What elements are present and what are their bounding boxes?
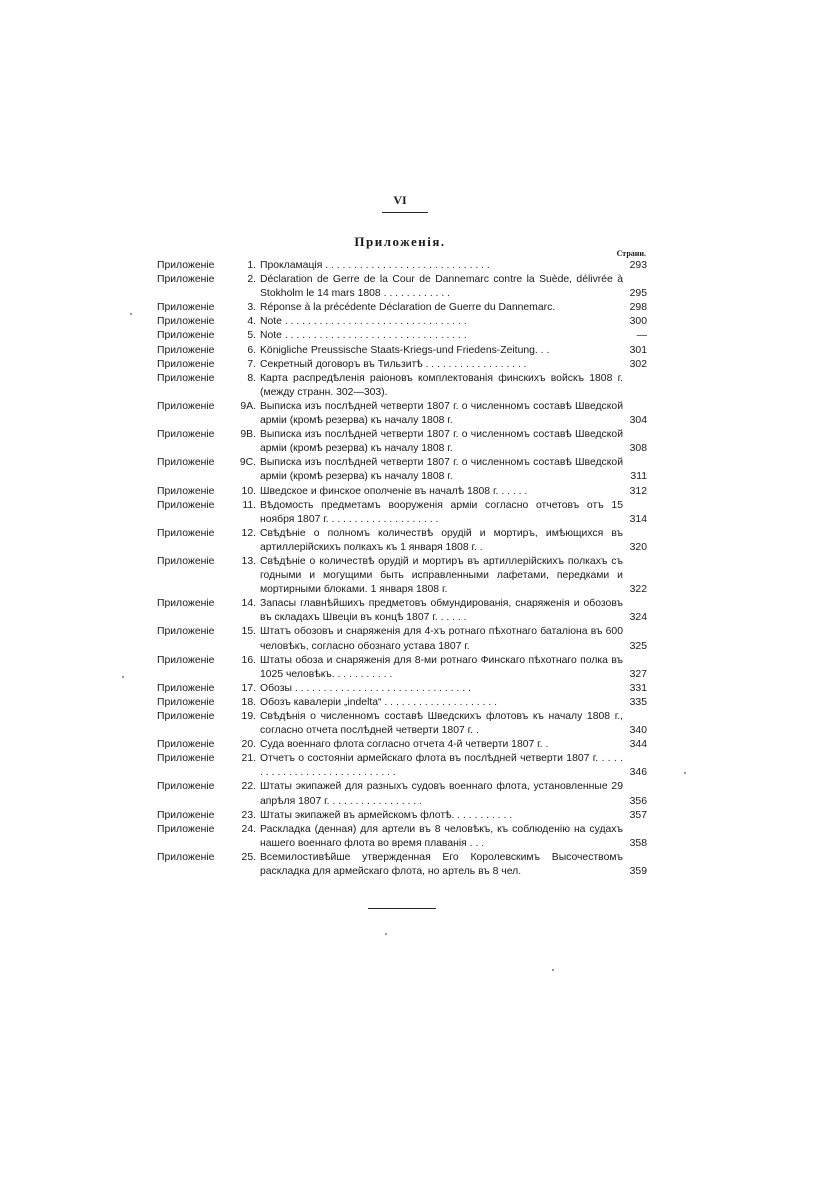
entry-page: 311 bbox=[630, 471, 647, 483]
page-number: VI bbox=[393, 193, 407, 207]
entry-label: Приложеніе bbox=[157, 274, 215, 286]
entry-label: Приложеніе bbox=[157, 429, 215, 441]
entry-number: 19. bbox=[241, 711, 256, 722]
entry-page: 308 bbox=[629, 443, 647, 455]
entry-label: Приложеніе bbox=[157, 316, 215, 328]
toc-entry bbox=[157, 499, 647, 527]
toc-entry bbox=[157, 738, 647, 752]
entry-label: Приложеніе bbox=[157, 344, 215, 356]
toc-entry bbox=[157, 752, 647, 780]
entry-page: 344 bbox=[629, 739, 647, 751]
entry-label: Приложеніе bbox=[157, 499, 215, 511]
paper-speck bbox=[385, 933, 387, 935]
toc-entry bbox=[157, 597, 647, 625]
entry-title: Вѣдомость предметамъ вооруженія арміи согласно отчетовъ отъ 15 ноября 1807 г. . . . . . . . . . . . . . . . . . . . bbox=[260, 499, 623, 525]
toc-entry bbox=[157, 682, 647, 696]
paper-speck bbox=[552, 969, 554, 971]
entry-title: Секретный договоръ въ Тильзитѣ . . . . . . . . . . . . . . . . . . bbox=[260, 358, 527, 370]
toc-entry bbox=[157, 696, 647, 710]
entry-page: 324 bbox=[629, 612, 647, 624]
toc-entry bbox=[157, 654, 647, 682]
entry-page: — bbox=[636, 330, 647, 342]
entry-title: Réponse à la précédente Déclaration de Guerre du Dannemarc. bbox=[260, 302, 556, 314]
bottom-rule bbox=[368, 908, 436, 909]
toc-entry bbox=[157, 259, 647, 273]
entry-label: Приложеніе bbox=[157, 485, 215, 497]
entry-title: Штаты экипажей для разныхъ судовъ военнаго флота, установленные 29 апрѣля 1807 г. . . . . . . . . . . . . . . . . bbox=[260, 781, 623, 807]
entry-number: 9С. bbox=[239, 457, 256, 469]
entry-number: 23. bbox=[241, 809, 256, 821]
paper-speck bbox=[684, 772, 686, 774]
entry-title: Выписка изъ послѣдней четверти 1807 г. о численномъ составѣ Шведской арміи (кромѣ резерва) къ началу 1808 г. bbox=[260, 429, 623, 455]
entry-label: Приложеніе bbox=[157, 457, 215, 469]
entry-title: Суда военнаго флота согласно отчета 4-й четверти 1807 г. . bbox=[260, 739, 549, 751]
toc-entry bbox=[157, 315, 647, 329]
toc-entry bbox=[157, 358, 647, 372]
entry-label: Приложеніе bbox=[157, 654, 215, 666]
entry-title: Штаты экипажей въ армейскомъ флотѣ. . . . . . . . . . . bbox=[260, 809, 513, 821]
entry-page: 335 bbox=[629, 696, 647, 708]
entry-page: 298 bbox=[629, 302, 647, 314]
entry-title: Note . . . . . . . . . . . . . . . . . . . . . . . . . . . . . . . . bbox=[260, 316, 467, 328]
entry-number: 5. bbox=[247, 330, 256, 342]
entry-label: Приложеніе bbox=[157, 626, 215, 638]
entry-number: 20. bbox=[241, 739, 256, 751]
toc-entry bbox=[157, 851, 647, 879]
entry-title: Раскладка (денная) для артели въ 8 человѣкъ, къ соблюденію на судахъ нашего военнаго флота во время плаванія . . . bbox=[260, 823, 623, 849]
entry-title: Обозы . . . . . . . . . . . . . . . . . . . . . . . . . . . . . . . bbox=[260, 682, 471, 694]
entry-title: Карта распредѣленія раіоновъ комплектованія финскихъ войскъ 1808 г. (между странн. 302—303). bbox=[260, 372, 623, 398]
entry-title: Прокламація . . . . . . . . . . . . . . . . . . . . . . . . . . . . . bbox=[260, 260, 490, 271]
entry-label: Приложеніе bbox=[157, 330, 215, 342]
entry-label: Приложеніе bbox=[157, 711, 215, 722]
entry-label: Приложеніе bbox=[157, 809, 215, 821]
entry-title: Свѣдѣніе о полномъ количествѣ орудій и мортиръ, имѣющихся въ артиллерійскихъ полкахъ къ 1 января 1808 г. . bbox=[260, 527, 623, 553]
entry-label: Приложеніе bbox=[157, 781, 215, 793]
entry-page: 357 bbox=[629, 809, 647, 821]
entry-page: 300 bbox=[629, 316, 647, 328]
toc-entry bbox=[157, 527, 647, 555]
entry-number: 24. bbox=[241, 823, 256, 835]
appendix-list bbox=[157, 259, 647, 879]
entry-number: 14. bbox=[241, 598, 256, 610]
entry-number: 7. bbox=[247, 358, 256, 370]
entry-page: 304 bbox=[629, 415, 647, 427]
top-rule bbox=[382, 212, 428, 213]
toc-entry bbox=[157, 456, 647, 484]
entry-page: 358 bbox=[629, 837, 647, 849]
entry-title: Свѣдѣнія о численномъ составѣ Шведскихъ флотовъ къ началу 1808 г., согласно отчета послѣдней четверти 1807 г. . bbox=[260, 711, 623, 737]
entry-label: Приложеніе bbox=[157, 823, 215, 835]
entry-title: Штатъ обозовъ и снаряженія для 4-хъ ротнаго пѣхотнаго баталіона въ 600 человѣкъ, согласно обознаго устава 1807 г. bbox=[260, 626, 623, 652]
toc-entry bbox=[157, 555, 647, 597]
entry-page: 331 bbox=[629, 682, 647, 694]
entry-page: 327 bbox=[629, 668, 647, 680]
entry-number: 17. bbox=[241, 682, 256, 694]
entry-page: 356 bbox=[629, 795, 647, 807]
entry-page: 295 bbox=[629, 288, 647, 300]
entry-number: 25. bbox=[241, 851, 256, 863]
entry-label: Приложеніе bbox=[157, 598, 215, 610]
entry-label: Приложеніе bbox=[157, 400, 215, 412]
entry-number: 9В. bbox=[240, 429, 256, 441]
toc-entry bbox=[157, 780, 647, 808]
entry-page: 320 bbox=[629, 541, 647, 553]
entry-page: 359 bbox=[629, 866, 647, 878]
paper-speck bbox=[130, 313, 132, 315]
entry-number: 1. bbox=[247, 260, 256, 271]
toc-entry bbox=[157, 329, 647, 343]
entry-label: Приложеніе bbox=[157, 527, 215, 539]
entry-number: 10. bbox=[241, 485, 256, 497]
entry-label: Приложеніе bbox=[157, 851, 215, 863]
entry-label: Приложеніе bbox=[157, 372, 215, 384]
toc-entry bbox=[157, 301, 647, 315]
entry-title: Обозъ кавалеріи „indelta“ . . . . . . . . . . . . . . . . . . . . bbox=[260, 696, 497, 708]
entry-number: 15. bbox=[241, 626, 256, 638]
entry-number: 4. bbox=[247, 316, 256, 328]
toc-entry bbox=[157, 710, 647, 738]
toc-entry bbox=[157, 400, 647, 428]
entry-page: 346 bbox=[629, 767, 647, 779]
toc-entry bbox=[157, 485, 647, 499]
entry-page: 312 bbox=[629, 485, 647, 497]
entry-number: 9А. bbox=[240, 400, 256, 412]
section-heading: Приложенія. bbox=[354, 234, 446, 249]
entry-title: Выписка изъ послѣдней четверти 1807 г. о численномъ составѣ Шведской арміи (кромѣ резерва) къ началу 1808 г. bbox=[260, 457, 623, 483]
entry-title: Отчетъ о состояніи армейскаго флота въ послѣдней четверти 1807 г. . . . . . . . . . . . . . . . . . . . . . . . . . . . . bbox=[260, 753, 623, 779]
entry-page: 322 bbox=[629, 584, 647, 596]
entry-page: 302 bbox=[629, 358, 647, 370]
toc-entry bbox=[157, 344, 647, 358]
entry-label: Приложеніе bbox=[157, 682, 215, 694]
entry-page: 314 bbox=[629, 513, 647, 525]
toc-entry bbox=[157, 823, 647, 851]
toc-entry bbox=[157, 809, 647, 823]
entry-page: 301 bbox=[629, 344, 647, 356]
entry-label: Приложеніе bbox=[157, 555, 215, 567]
entry-number: 2. bbox=[247, 274, 256, 286]
entry-title: Штаты обоза и снаряженія для 8-ми ротнаго Финскаго пѣхотнаго полка въ 1025 человѣкъ. . . . . . . . . . . bbox=[260, 654, 623, 680]
entry-title: Шведское и финское ополченіе въ началѣ 1808 г. . . . . . bbox=[260, 485, 528, 497]
entry-number: 11. bbox=[242, 499, 256, 511]
entry-number: 21. bbox=[241, 753, 256, 765]
toc-entry bbox=[157, 428, 647, 456]
entry-title: Всемилостивѣйше утвержденная Его Королевскимъ Высочествомъ раскладка для армейскаго флота, но артель въ 8 чел. bbox=[260, 851, 623, 878]
toc-entry bbox=[157, 273, 647, 301]
entry-label: Приложеніе bbox=[157, 302, 215, 314]
entry-label: Приложеніе bbox=[157, 753, 215, 765]
entry-number: 6. bbox=[247, 344, 256, 356]
entry-number: 8. bbox=[247, 372, 256, 384]
entry-title: Note . . . . . . . . . . . . . . . . . . . . . . . . . . . . . . . . bbox=[260, 330, 467, 342]
entry-number: 22. bbox=[241, 781, 256, 793]
entry-page: 340 bbox=[629, 725, 647, 737]
entry-label: Приложеніе bbox=[157, 696, 215, 708]
entry-title: Выписка изъ послѣдней четверти 1807 г. о численномъ составѣ Шведской арміи (кромѣ резерва) къ началу 1808 г. bbox=[260, 400, 623, 427]
toc-entry bbox=[157, 372, 647, 400]
entry-number: 18. bbox=[241, 696, 256, 708]
entry-number: 12. bbox=[241, 527, 256, 539]
page-column-label: Страни. bbox=[616, 249, 646, 258]
entry-page: 293 bbox=[629, 260, 647, 271]
entry-title: Запасы главнѣйшихъ предметовъ обмундированія, снаряженія и обозовъ въ складахъ Швеціи въ концѣ 1807 г. . . . . . bbox=[260, 598, 623, 624]
toc-entry bbox=[157, 625, 647, 653]
entry-label: Приложеніе bbox=[157, 358, 215, 370]
entry-title: Déclaration de Gerre de la Cour de Dannemarc contre la Suède, délivrée à Stokholm le 14 mars 1808 . . . . . . . . . . . . bbox=[260, 274, 623, 300]
entry-title: Königliche Preussische Staats-Kriegs-und Friedens-Zeitung. . . bbox=[260, 344, 550, 356]
entry-label: Приложеніе bbox=[157, 260, 215, 271]
entry-number: 16. bbox=[241, 654, 256, 666]
entry-page: 325 bbox=[629, 640, 647, 652]
entry-label: Приложеніе bbox=[157, 739, 215, 751]
paper-speck bbox=[122, 676, 124, 678]
entry-title: Свѣдѣніе о количествѣ орудій и мортиръ въ артиллерійскихъ полкахъ съ годными и могущими быть исправленными лафетами, передками и мортирными блоками. 1 января 1808 г. bbox=[260, 555, 623, 596]
entry-number: 3. bbox=[247, 302, 256, 314]
entry-number: 13. bbox=[241, 555, 256, 567]
